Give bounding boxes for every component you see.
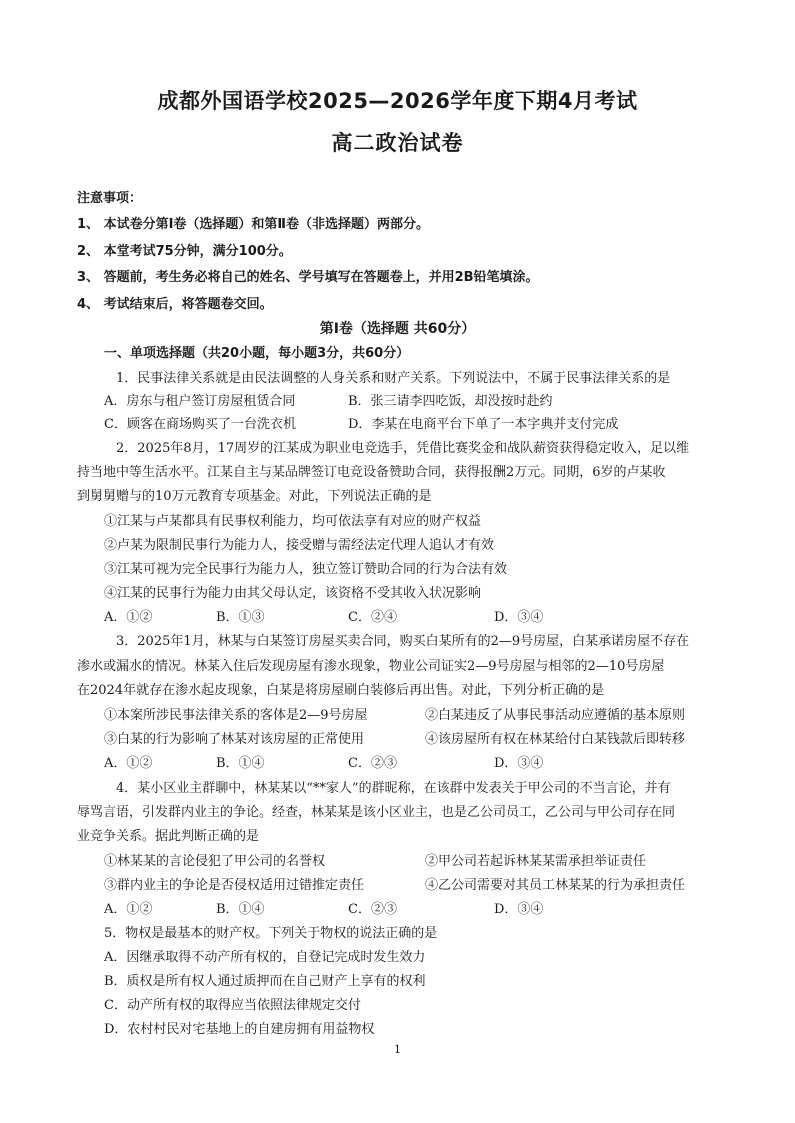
q5-option-b: B．质权是所有权人通过质押而在自己财产上享有的权利 [104, 974, 426, 989]
q3-statement: ③白某的行为影响了林某对该房屋的正常使用 [104, 732, 365, 747]
q3-option-a: A．①② [104, 756, 153, 771]
q4-stem: 辱骂言语，引发群内业主的争论。经查，林某某是该小区业主，也是乙公司员工，乙公司与甲公司存在同 [77, 805, 676, 820]
exam-subtitle: 高二政治试卷 [331, 131, 464, 155]
q2-stem: 持当地中等生活水平。江某自主与某品牌签订电竞设备赞助合同，获得报酬2万元。同期，6岁的卢某收 [77, 465, 666, 480]
notice-heading: 注意事项： [77, 191, 143, 206]
q4-stem: 业竞争关系。据此判断正确的是 [77, 829, 260, 844]
q2-stem: 2．2025年8月，17周岁的江某成为职业电竞选手，凭借比赛奖金和战队薪资获得稳定收入，足以维 [116, 441, 690, 456]
notice-item: 1、 本试卷分第Ⅰ卷（选择题）和第Ⅱ卷（非选择题）两部分。 [77, 217, 429, 232]
q3-stem: 3．2025年1月，林某与白某签订房屋买卖合同，购买白某所有的2—9号房屋，白某承诺房屋不存在 [116, 634, 690, 649]
q1-option-b: B．张三请李四吃饭，却没按时赴约 [348, 394, 553, 409]
q4-statement: ④乙公司需要对其员工林某某的行为承担责任 [425, 878, 686, 893]
q3-statement: ①本案所涉民事法律关系的客体是2—9号房屋 [104, 708, 368, 723]
q4-stem: 4．某小区业主群聊中，林某某以“**家人”的群昵称，在该群中发表关于甲公司的不当言论，并有 [116, 781, 671, 796]
part-title: 第Ⅰ卷（选择题 共60分） [319, 321, 476, 337]
q1-option-a: A．房东与租户签订房屋租赁合同 [104, 394, 296, 409]
notice-item: 2、 本堂考试75分钟，满分100分。 [77, 244, 292, 259]
notice-item: 4、 考试结束后，将答题卷交回。 [77, 297, 273, 312]
notice-item: 3、 答题前，考生务必将自己的姓名、学号填写在答题卷上，并用2B铅笔填涂。 [77, 270, 539, 285]
q4-option-b: B．①④ [216, 902, 265, 917]
q2-stem: 到舅舅赠与的10万元教育专项基金。对此，下列说法正确的是 [77, 489, 432, 504]
q5-option-d: D．农村村民对宅基地上的自建房拥有用益物权 [104, 1022, 375, 1037]
q2-option-a: A．①② [104, 610, 153, 625]
q1-option-d: D．李某在电商平台下单了一本字典并支付完成 [348, 417, 619, 432]
page-number: 1 [394, 1043, 401, 1056]
q2-statement: ②卢某为限制民事行为能力人，接受赠与需经法定代理人追认才有效 [104, 538, 495, 553]
q1-stem: 1．民事法律关系就是由民法调整的人身关系和财产关系。下列说法中，不属于民事法律关系的是 [116, 371, 671, 386]
q3-stem: 渗水或漏水的情况。林某入住后发现房屋有渗水现象，物业公司证实2—9号房屋与相邻的2—10号房屋 [77, 659, 665, 674]
q4-statement: ③群内业主的争论是否侵权适用过错推定责任 [104, 878, 365, 893]
q2-statement: ④江某的民事行为能力由其父母认定，该资格不受其收入状况影响 [104, 586, 482, 601]
q4-statement: ②甲公司若起诉林某某需承担举证责任 [425, 854, 647, 869]
q4-option-a: A．①② [104, 902, 153, 917]
q3-option-d: D．③④ [494, 756, 544, 771]
section-heading: 一、单项选择题（共20小题，每小题3分，共60分） [104, 346, 410, 361]
q4-option-d: D．③④ [494, 902, 544, 917]
q5-stem: 5．物权是最基本的财产权。下列关于物权的说法正确的是 [104, 926, 438, 941]
q2-option-b: B．①③ [216, 610, 265, 625]
q3-statement: ②白某违反了从事民事活动应遵循的基本原则 [425, 708, 686, 723]
q4-statement: ①林某某的言论侵犯了甲公司的名誉权 [104, 854, 326, 869]
q5-option-a: A．因继承取得不动产所有权的，自登记完成时发生效力 [104, 950, 426, 965]
q3-option-b: B．①④ [216, 756, 265, 771]
q1-option-c: C．顾客在商场购买了一台洗衣机 [104, 417, 296, 432]
q2-statement: ①江某与卢某都具有民事权利能力，均可依法享有对应的财产权益 [104, 514, 482, 529]
q2-option-c: C．②④ [348, 610, 397, 625]
q3-statement: ④该房屋所有权在林某给付白某钱款后即转移 [425, 732, 686, 747]
exam-title: 成都外国语学校2025—2026学年度下期4月考试 [157, 89, 638, 113]
q3-stem: 在2024年就存在渗水起皮现象，白某是将房屋刷白装修后再出售。对此，下列分析正确的是 [77, 683, 605, 698]
q2-option-d: D．③④ [494, 610, 544, 625]
q5-option-c: C．动产所有权的取得应当依照法律规定交付 [104, 998, 361, 1013]
q3-option-c: C．②③ [348, 756, 397, 771]
q4-option-c: C．②③ [348, 902, 397, 917]
q2-statement: ③江某可视为完全民事行为能力人，独立签订赞助合同的行为合法有效 [104, 562, 508, 577]
